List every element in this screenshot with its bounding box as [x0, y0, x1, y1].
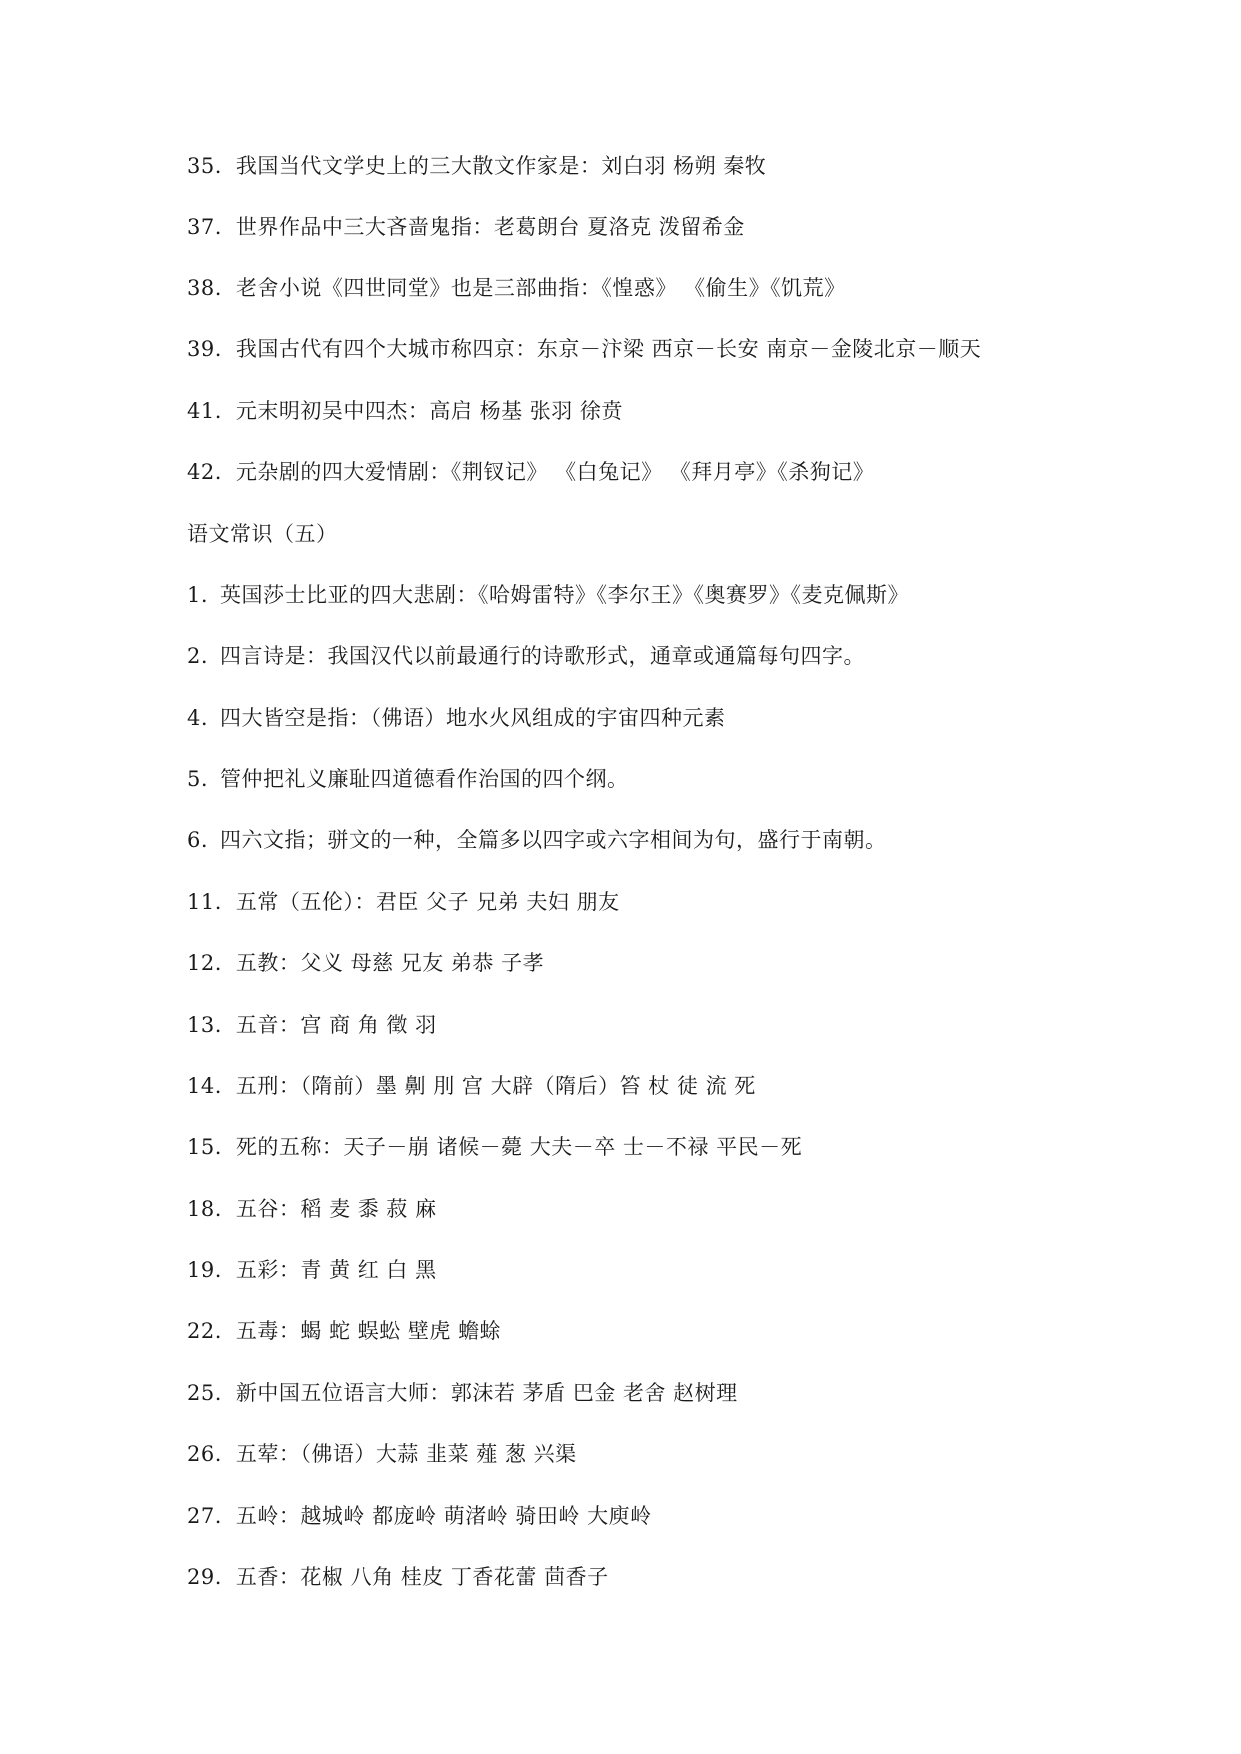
- item-text: 死的五称：天子－崩 诸候－薨 大夫－卒 士－不禄 平民－死: [235, 1135, 803, 1159]
- item-number: 14.: [187, 1074, 222, 1098]
- list-item: [187, 949, 1187, 977]
- item-text: 五岭：越城岭 都庞岭 萌渚岭 骑田岭 大庾岭: [235, 1504, 652, 1528]
- item-number: 22.: [187, 1319, 222, 1343]
- item-text: 五刑：（隋前）墨 劓 刖 宫 大辟（隋后）笞 杖 徒 流 死: [235, 1074, 756, 1098]
- item-text: 我国当代文学史上的三大散文作家是：刘白羽 杨朔 秦牧: [235, 154, 767, 178]
- item-number: 1.: [187, 583, 209, 607]
- item-number: 25.: [187, 1381, 222, 1405]
- list-item: [187, 888, 1187, 916]
- section-title: 语文常识（五）: [187, 522, 338, 546]
- list-item: [187, 1502, 1187, 1530]
- item-number: 4.: [187, 706, 209, 730]
- item-number: 19.: [187, 1258, 222, 1282]
- item-number: 26.: [187, 1442, 222, 1466]
- item-text: 英国莎士比亚的四大悲剧：《哈姆雷特》《李尔王》《奥赛罗》《麦克佩斯》: [220, 583, 910, 607]
- list-item: [187, 581, 1187, 609]
- item-text: 元末明初吴中四杰：高启 杨基 张羽 徐贲: [235, 399, 623, 423]
- list-item: [187, 1011, 1187, 1039]
- list-item: [187, 213, 1187, 241]
- item-number: 35.: [187, 154, 222, 178]
- item-number: 41.: [187, 399, 222, 423]
- list-item: [187, 1256, 1187, 1284]
- item-number: 38.: [187, 276, 222, 300]
- item-text: 四言诗是：我国汉代以前最通行的诗歌形式，通章或通篇每句四字。: [220, 644, 866, 668]
- item-number: 11.: [187, 890, 222, 914]
- item-text: 五毒：蝎 蛇 蜈蚣 壁虎 蟾蜍: [235, 1319, 502, 1343]
- item-text: 五教：父义 母慈 兄友 弟恭 子孝: [235, 951, 545, 975]
- item-number: 13.: [187, 1013, 222, 1037]
- item-text: 新中国五位语言大师：郭沫若 茅盾 巴金 老舍 赵树理: [235, 1381, 738, 1405]
- item-text: 我国古代有四个大城市称四京：东京－汴梁 西京－长安 南京－金陵北京－顺天: [235, 337, 982, 361]
- list-item: [187, 1072, 1187, 1100]
- list-item: [187, 1195, 1187, 1223]
- item-text: 元杂剧的四大爱情剧：《荆钗记》 《白兔记》 《拜月亭》《杀狗记》: [235, 460, 875, 484]
- list-item: [187, 152, 1187, 180]
- list-item: [187, 826, 1187, 854]
- item-number: 15.: [187, 1135, 222, 1159]
- list-item: [187, 1317, 1187, 1345]
- item-text: 五常（五伦）：君臣 父子 兄弟 夫妇 朋友: [235, 890, 620, 914]
- list-item: [187, 704, 1187, 732]
- list-item: [187, 335, 1187, 363]
- item-text: 五谷：稻 麦 黍 菽 麻: [235, 1197, 437, 1221]
- item-text: 五香：花椒 八角 桂皮 丁香花蕾 茴香子: [235, 1565, 609, 1589]
- item-number: 12.: [187, 951, 222, 975]
- item-number: 18.: [187, 1197, 222, 1221]
- list-item: [187, 1133, 1187, 1161]
- list-item: [187, 274, 1187, 302]
- list-item: [187, 1440, 1187, 1468]
- list-item: [187, 397, 1187, 425]
- item-number: 2.: [187, 644, 209, 668]
- list-item: [187, 458, 1187, 486]
- item-text: 五荤：（佛语）大蒜 韭菜 薤 葱 兴渠: [235, 1442, 577, 1466]
- item-text: 五音：宫 商 角 徵 羽: [235, 1013, 437, 1037]
- list-item: [187, 1563, 1187, 1591]
- item-number: 5.: [187, 767, 209, 791]
- list-item: [187, 1379, 1187, 1407]
- item-number: 39.: [187, 337, 222, 361]
- item-number: 37.: [187, 215, 222, 239]
- item-number: 27.: [187, 1504, 222, 1528]
- item-number: 42.: [187, 460, 222, 484]
- item-text: 老舍小说《四世同堂》也是三部曲指：《惶惑》 《偷生》《饥荒》: [235, 276, 846, 300]
- item-text: 四六文指；骈文的一种，全篇多以四字或六字相间为句，盛行于南朝。: [220, 828, 887, 852]
- item-text: 管仲把礼义廉耻四道德看作治国的四个纲。: [220, 767, 629, 791]
- item-text: 世界作品中三大吝啬鬼指：老葛朗台 夏洛克 泼留希金: [235, 215, 745, 239]
- item-number: 29.: [187, 1565, 222, 1589]
- list-item: [187, 642, 1187, 670]
- item-number: 6.: [187, 828, 209, 852]
- item-text: 五彩：青 黄 红 白 黑: [235, 1258, 437, 1282]
- item-text: 四大皆空是指：（佛语）地水火风组成的宇宙四种元素: [220, 706, 726, 730]
- list-item: [187, 765, 1187, 793]
